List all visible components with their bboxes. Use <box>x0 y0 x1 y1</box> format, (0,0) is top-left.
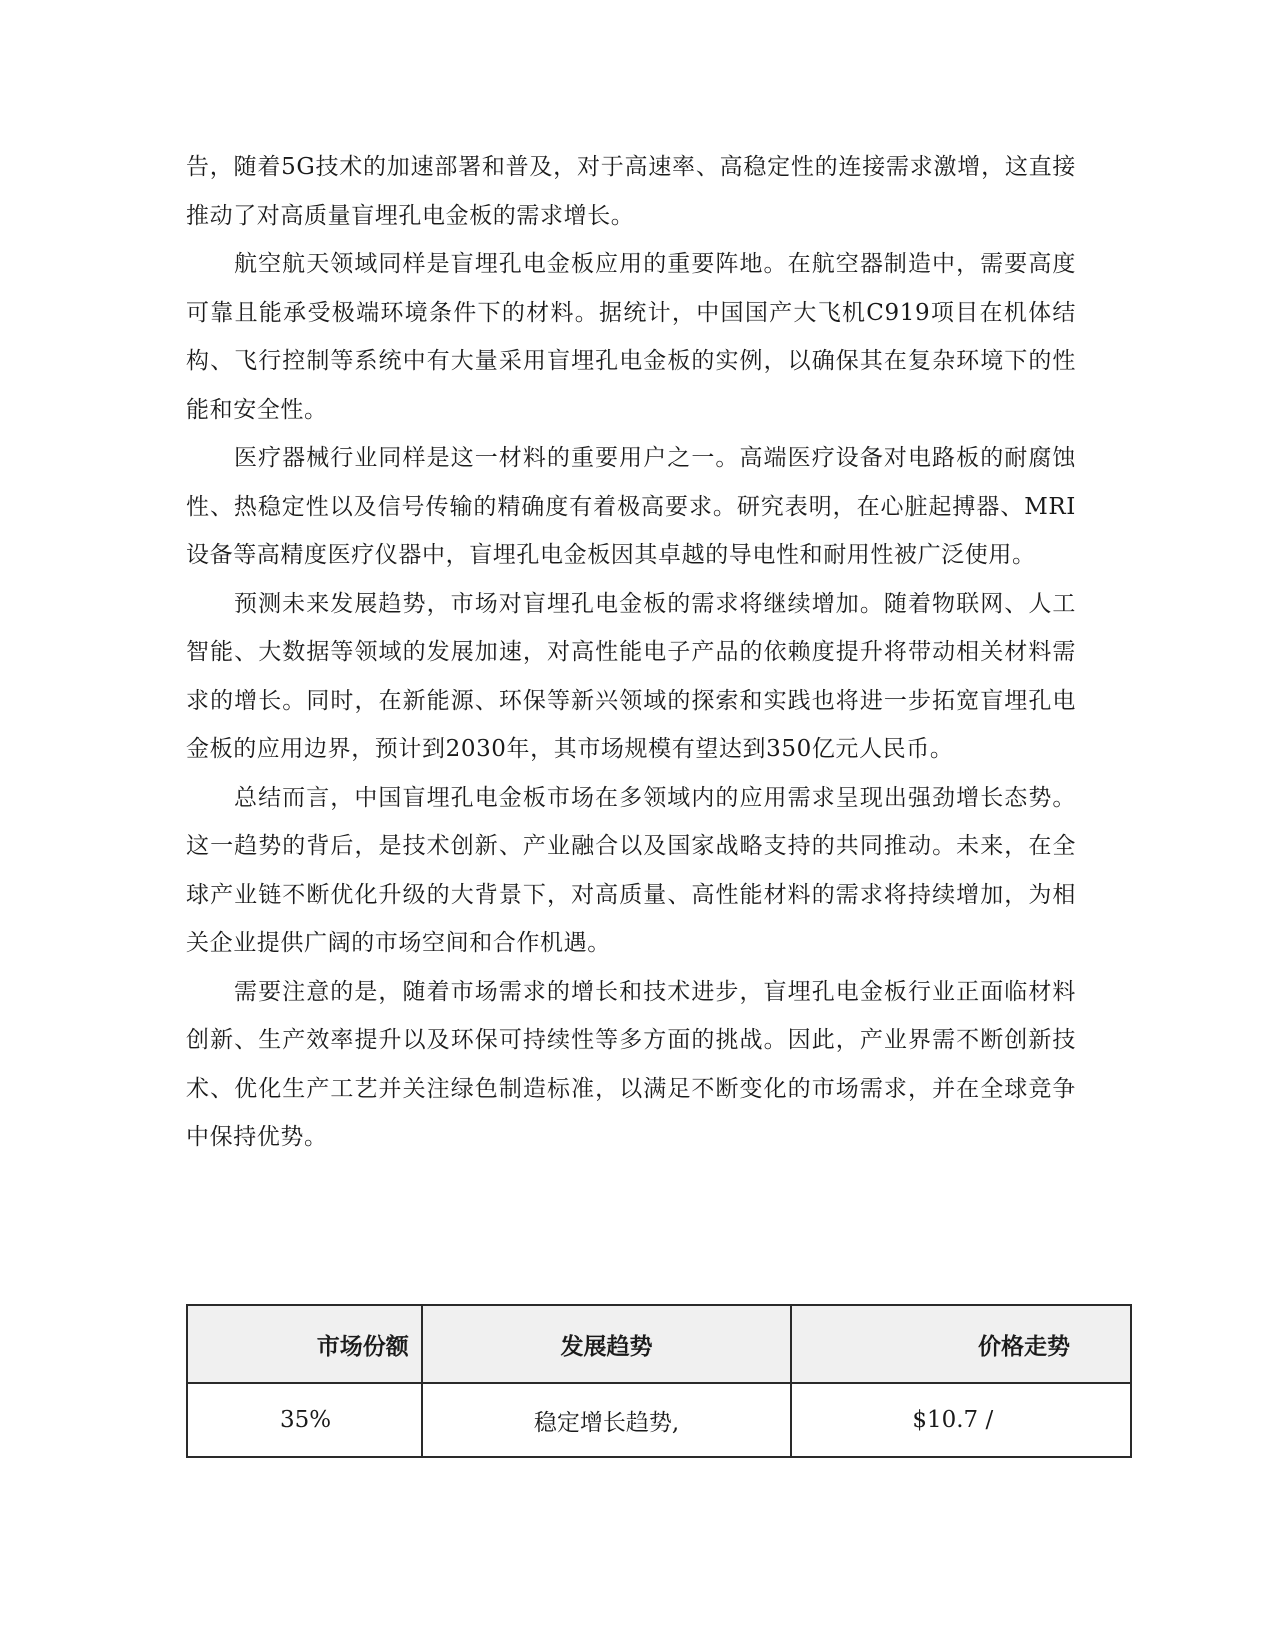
header-market-share: 市场份额 <box>187 1305 422 1383</box>
cell-price-trend: $10.7 / <box>791 1383 1131 1457</box>
market-table <box>186 1304 1132 1458</box>
body-text <box>186 143 1076 1162</box>
paragraph-medical: 医疗器械行业同样是这一材料的重要用户之一。高端医疗设备对电路板的耐腐蚀性、热稳定性以及信号传输的精确度有着极高要求。研究表明，在心脏起搏器、MRI设备等高精度医疗仪器中，盲埋孔电金板因其卓越的导电性和耐用性被广泛使用。 <box>186 445 1076 568</box>
paragraph-forecast: 预测未来发展趋势，市场对盲埋孔电金板的需求将继续增加。随着物联网、人工智能、大数据等领域的发展加速，对高性能电子产品的依赖度提升将带动相关材料需求的增长。同时，在新能源、环保等新兴领域的探索和实践也将进一步拓宽盲埋孔电金板的应用边界，预计到2030年，其市场规模有望达到350亿元人民币。 <box>186 590 1076 762</box>
paragraph-summary: 总结而言，中国盲埋孔电金板市场在多领域内的应用需求呈现出强劲增长态势。这一趋势的背后，是技术创新、产业融合以及国家战略支持的共同推动。未来，在全球产业链不断优化升级的大背景下，对高质量、高性能材料的需求将持续增加，为相关企业提供广阔的市场空间和合作机遇。 <box>186 784 1076 956</box>
header-development-trend: 发展趋势 <box>422 1305 792 1383</box>
paragraph-aerospace: 航空航天领域同样是盲埋孔电金板应用的重要阵地。在航空器制造中，需要高度可靠且能承受极端环境条件下的材料。据统计，中国国产大飞机C919项目在机体结构、飞行控制等系统中有大量采用盲埋孔电金板的实例，以确保其在复杂环境下的性能和安全性。 <box>186 251 1076 423</box>
table-header-row <box>187 1305 1131 1383</box>
table-row <box>187 1383 1131 1457</box>
cell-market-share: 35% <box>187 1383 422 1457</box>
header-price-trend: 价格走势 <box>791 1305 1131 1383</box>
paragraph-continuation: 告，随着5G技术的加速部署和普及，对于高速率、高稳定性的连接需求激增，这直接推动了对高质量盲埋孔电金板的需求增长。 <box>186 154 1076 229</box>
cell-development-trend: 稳定增长趋势, <box>422 1383 792 1457</box>
paragraph-challenges: 需要注意的是，随着市场需求的增长和技术进步，盲埋孔电金板行业正面临材料创新、生产效率提升以及环保可持续性等多方面的挑战。因此，产业界需不断创新技术、优化生产工艺并关注绿色制造标准，以满足不断变化的市场需求，并在全球竞争中保持优势。 <box>186 978 1076 1150</box>
